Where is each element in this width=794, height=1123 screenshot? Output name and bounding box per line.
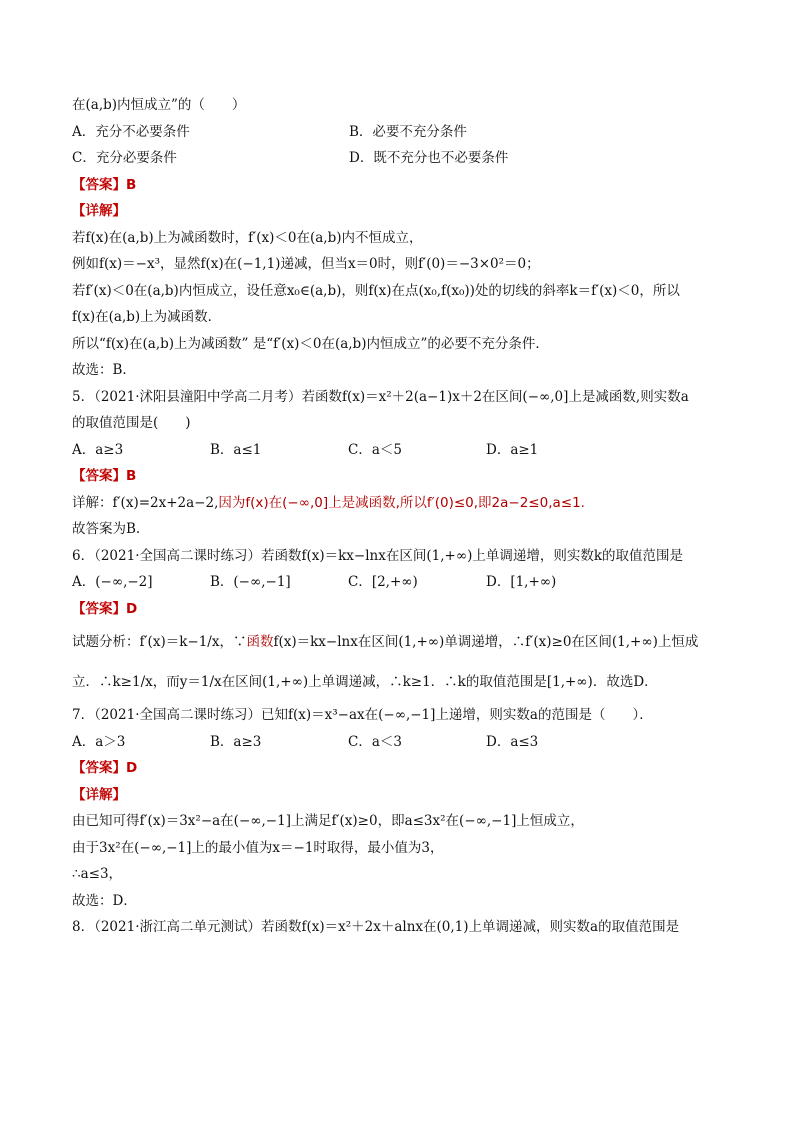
q6-analysis-line-1 [72,622,732,662]
q4-detail-label: 【详解】 [72,203,126,219]
q5-detail-prefix: 详解：f′(x)=2x+2a−2, [72,494,219,511]
q7-stem: 7．（2021·全国高二课时练习）已知f(x)＝x³−ax在(−∞,−1]上递增，则实数a的范围是（ ）． [72,707,653,723]
q4-detail-line-5: 所以“f(x)在(a,b)上为减函数” 是“f′(x)＜0在(a,b)内恒成立”的必要不充分条件． [72,335,549,352]
q6-answer: 【答案】D [72,600,138,617]
q4-detail-line-4: f(x)在(a,b)上为减函数． [72,309,222,325]
q5-detail-red: 因为f(x)在(−∞,0]上是减函数,所以f′(0)≤0,即2a−2≤0,a≤1. [218,494,585,511]
q7-detail-line-2: 由于3x²在(−∞,−1]上的最小值为x＝−1时取得，最小值为3， [72,839,444,856]
q4-detail-line-1: 若f(x)在(a,b)上为减函数时，f′(x)＜0在(a,b)内不恒成立， [72,229,423,246]
q4-option-a: A．充分不必要条件 [72,123,190,140]
q6-option-a: A．(−∞,−2] [72,574,153,590]
q5-option-a: A．a≥3 [72,441,124,458]
q7-options [72,729,732,756]
q5-option-b: B．a≤1 [210,441,262,458]
q4-detail-line-6: 故选：B． [72,362,136,378]
q4-detail-line-2: 例如f(x)＝−x³，显然f(x)在(−1,1)递减，但当x＝0时，则f′(0)＝−3×0²＝0； [72,256,540,272]
q4-option-c: C．充分必要条件 [72,150,177,166]
q4-options-row-1 [72,119,732,146]
q6-option-d: D．[1,+∞) [486,574,557,590]
q4-options-row-2 [72,145,732,172]
document-page [72,92,732,941]
q5-stem-line-2: 的取值范围是( ) [72,415,191,431]
q7-detail-line-4: 故选：D． [72,892,137,909]
q6-analysis-red: 函数 [246,634,274,650]
q5-option-c: C．a＜5 [348,441,402,458]
q7-detail-label: 【详解】 [72,786,126,803]
q7-detail-line-1: 由已知可得f′(x)＝3x²−a在(−∞,−1]上满足f′(x)≥0，即a≤3x²在(−∞,−1]上恒成立， [72,813,584,829]
q6-analysis-line-2: 立．∴k≥1/x，而y＝1/x在区间(1,+∞)上单调递减，∴k≥1．∴k的取值范围是[1,+∞)．故选D． [72,674,658,690]
q6-option-b: B．(−∞,−1] [210,574,291,590]
q5-stem-line-1: 5．（2021·沭阳县潼阳中学高二月考）若函数f(x)＝x²＋2(a−1)x＋2在区间(−∞,0]上是减函数,则实数a [72,388,689,405]
q5-options [72,437,732,464]
q4-stem-end: 在(a,b)内恒成立”的（ ） [72,97,246,113]
q6-analysis-b: f(x)＝kx−lnx在区间(1,+∞)单调递增，∴f′(x)≥0在区间(1,+∞)上恒成 [273,634,699,650]
q5-answer: 【答案】B [72,468,137,484]
q5-option-d: D．a≥1 [486,441,539,458]
q4-option-d: D．既不充分也不必要条件 [349,150,509,166]
q7-answer: 【答案】D [72,760,138,776]
q6-options [72,569,732,596]
q4-option-b: B．必要不充分条件 [349,123,467,140]
q4-answer: 【答案】B [72,176,137,193]
q7-option-d: D．a≤3 [486,733,539,750]
q6-stem: 6．（2021·全国高二课时练习）若函数f(x)＝kx−lnx在区间(1,+∞)上单调递增，则实数k的取值范围是 [72,547,684,564]
q7-option-c: C．a＜3 [348,733,402,750]
q5-detail [72,490,732,517]
q6-analysis-a: 试题分析：f′(x)＝k−1/x，∵ [72,634,247,650]
q7-option-a: A．a＞3 [72,733,126,750]
q5-conclusion: 故答案为B. [72,521,141,537]
q6-option-c: C．[2,+∞) [348,574,418,590]
q7-option-b: B．a≥3 [210,733,262,750]
q8-stem: 8．（2021·浙江高二单元测试）若函数f(x)＝x²＋2x＋alnx在(0,1)上单调递减，则实数a的取值范围是 [72,919,680,935]
q7-detail-line-3: ∴a≤3， [72,866,123,882]
q4-detail-line-3: 若f′(x)＜0在(a,b)内恒成立，设任意x₀∈(a,b)，则f(x)在点(x₀,f(x₀))处的切线的斜率k＝f′(x)＜0，所以 [72,282,680,299]
